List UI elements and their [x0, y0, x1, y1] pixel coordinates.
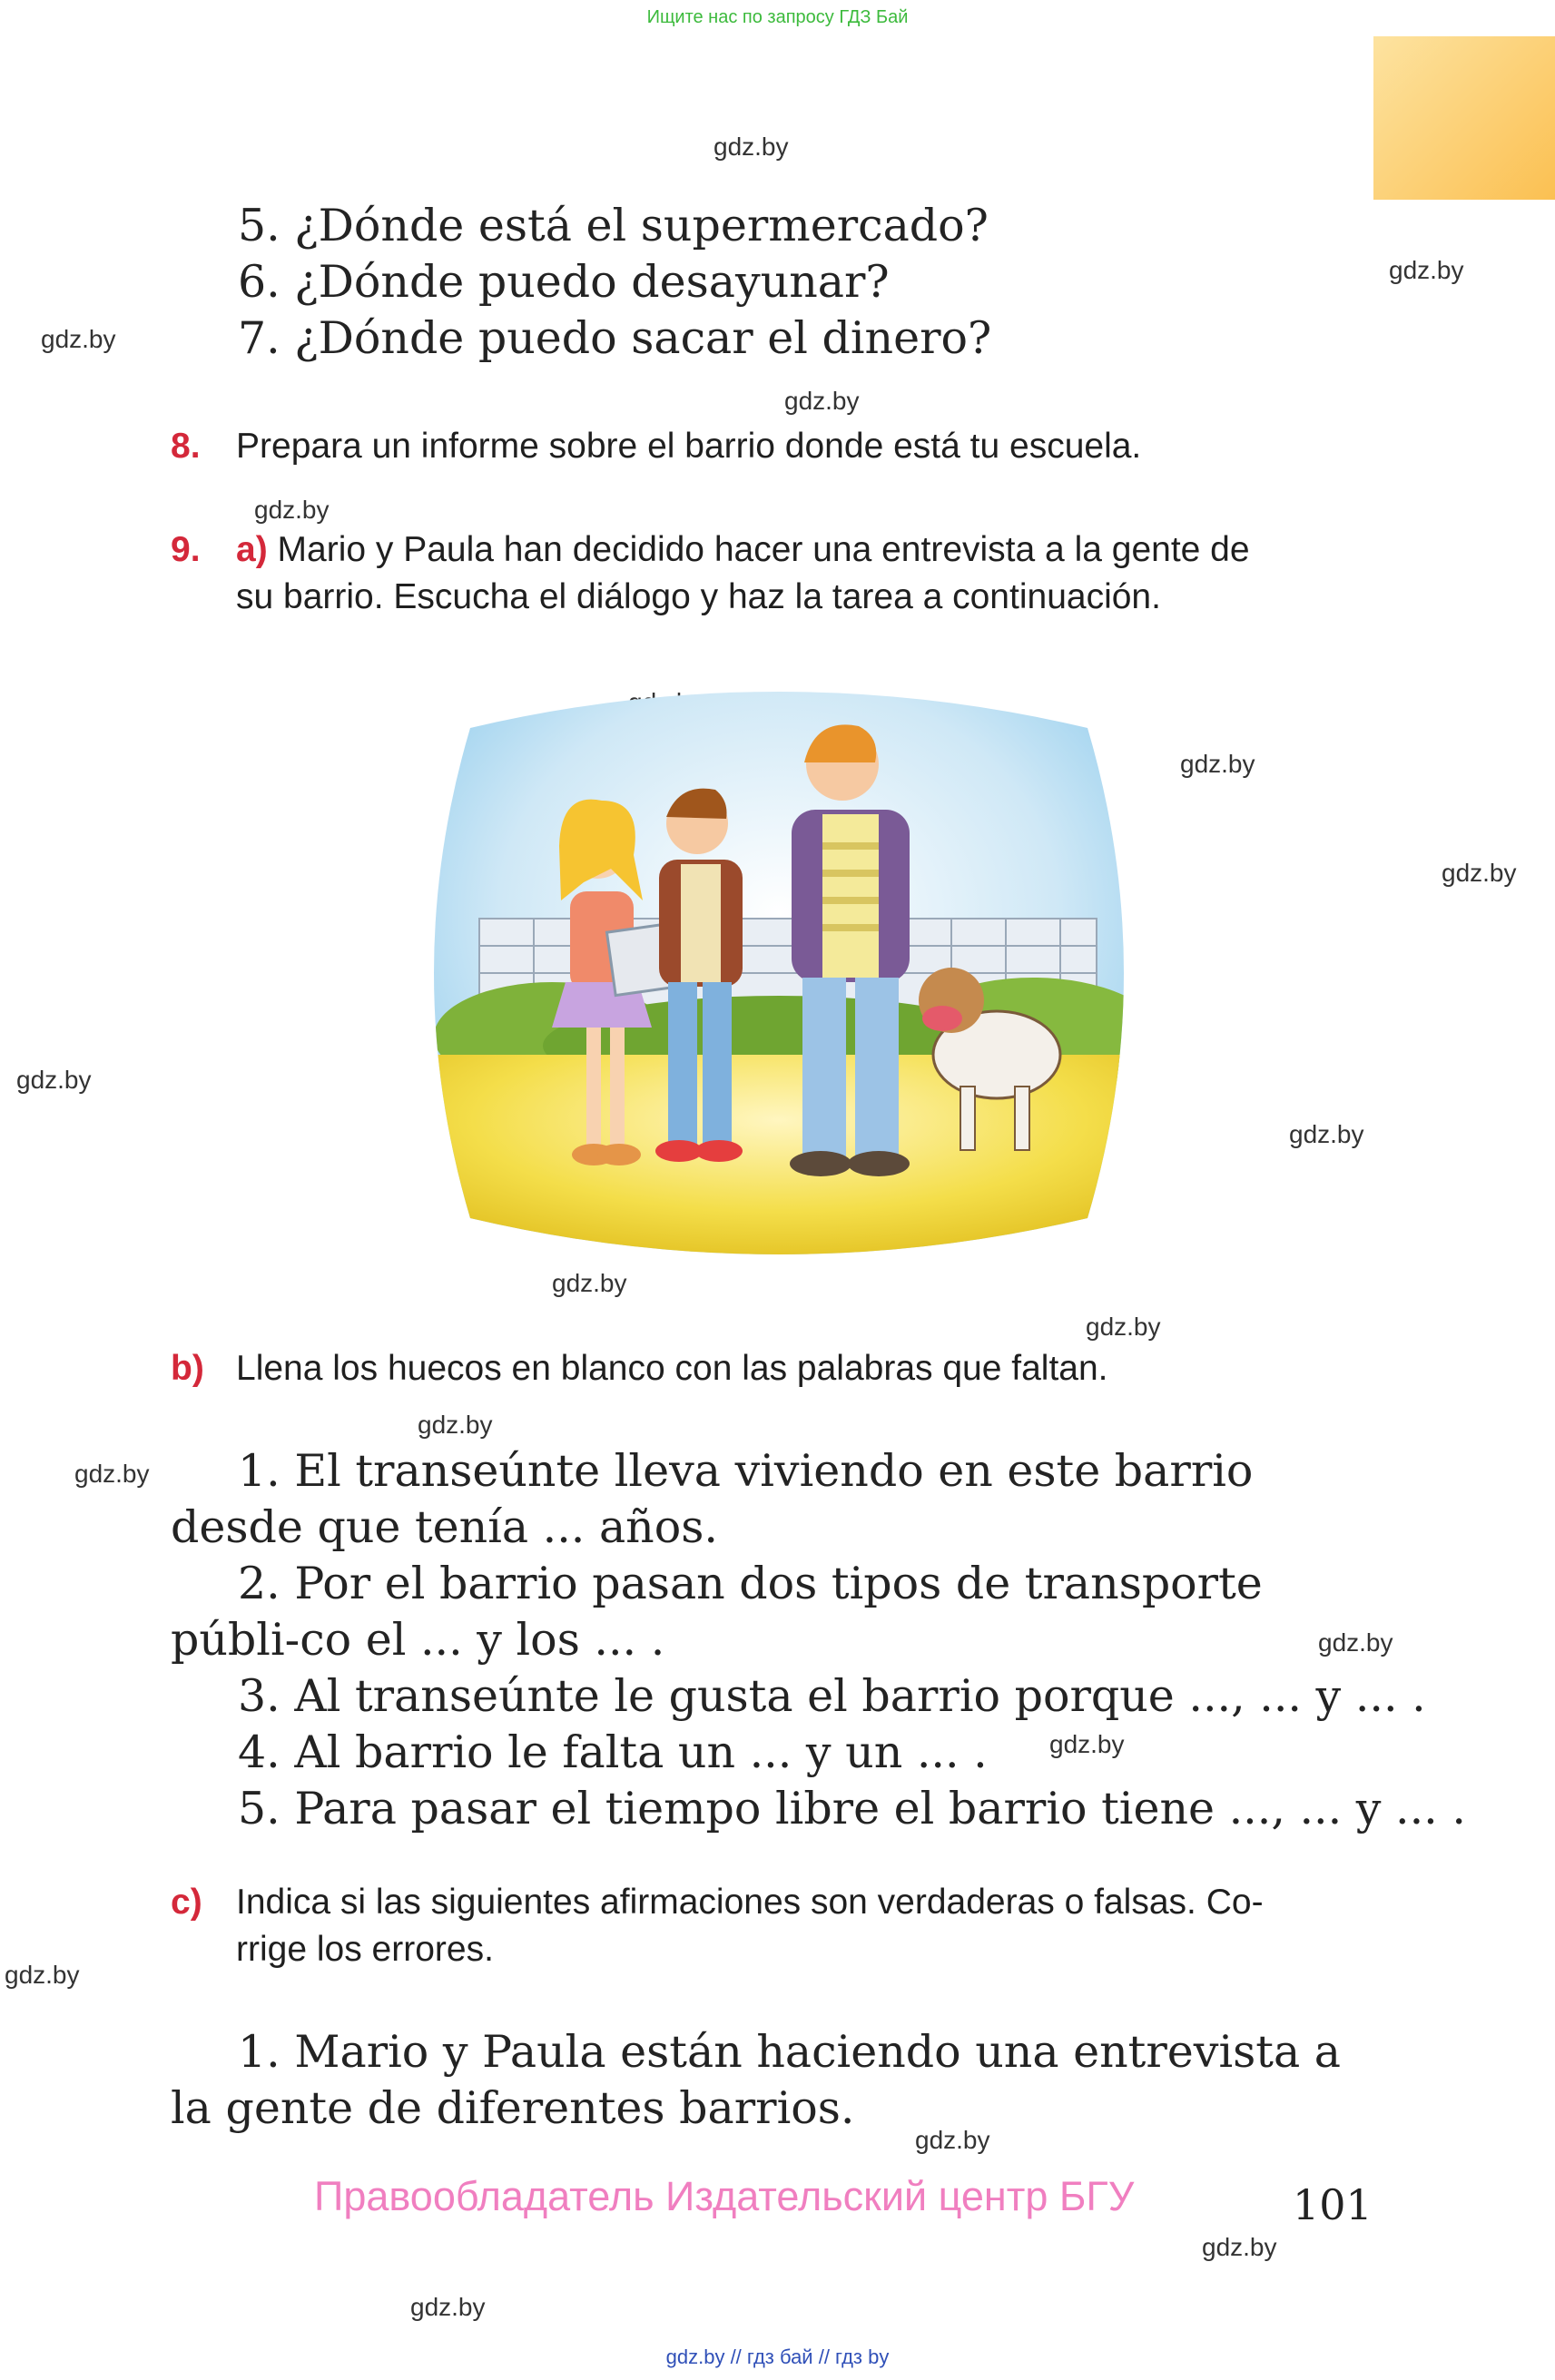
task-8-text: Prepara un informe sobre el barrio donde está tu escuela. — [236, 427, 1142, 466]
fill-item-2: 2. Por el barrio pasan dos tipos de transporte públi-co el ... y los ... . — [171, 1558, 1263, 1666]
watermark: gdz.by — [915, 2126, 990, 2154]
watermark: gdz.by — [5, 1961, 80, 1989]
watermark: gdz.by — [714, 133, 789, 161]
rights-holder: Правообладатель Издательский центр БГУ — [314, 2173, 1135, 2219]
watermark: gdz.by — [254, 496, 330, 524]
bottom-links[interactable]: gdz.by // гдз бай // гдз by — [665, 2346, 890, 2368]
task-number: 8. — [171, 427, 201, 466]
task-9c-line: rrige los errores. — [236, 1930, 494, 1969]
top-banner[interactable]: Ищите нас по запросу ГДЗ Бай — [646, 7, 909, 27]
watermark: gdz.by — [16, 1066, 92, 1094]
corner-tab-decoration — [1373, 36, 1555, 200]
question-5: 5. ¿Dónde está el supermercado? — [238, 200, 989, 251]
watermark: gdz.by — [1202, 2233, 1277, 2261]
watermark: gdz.by — [41, 325, 116, 353]
part-label: a) — [236, 530, 268, 569]
watermark: gdz.by — [1086, 1313, 1161, 1341]
watermark: gdz.by — [1389, 256, 1464, 284]
watermark: gdz.by — [784, 387, 860, 415]
fill-item-1: 1. El transeúnte lleva viviendo en este barrio desde que tenía ... años. — [171, 1445, 1254, 1553]
watermark: gdz.by — [418, 1411, 493, 1439]
watermark: gdz.by — [1318, 1628, 1393, 1657]
task-9b-text: Llena los huecos en blanco con las palabras que faltan. — [236, 1349, 1108, 1388]
statement-item-1: 1. Mario y Paula están haciendo una entrevista a la gente de diferentes barrios. — [171, 2026, 1341, 2134]
task-9a-line: Mario y Paula han decidido hacer una entrevista a la gente de — [277, 530, 1250, 569]
fill-item-5: 5. Para pasar el tiempo libre el barrio tiene ..., ... y ... . — [238, 1783, 1466, 1834]
part-label: b) — [171, 1349, 204, 1388]
part-label: c) — [171, 1883, 202, 1922]
task-9a-line: su barrio. Escucha el diálogo y haz la tarea a continuación. — [236, 577, 1161, 616]
task-9c-line: Indica si las siguientes afirmaciones son verdaderas o falsas. Co- — [236, 1883, 1264, 1922]
watermark: gdz.by — [1180, 750, 1255, 778]
fill-item-4: 4. Al barrio le falta un ... y un ... . — [238, 1726, 988, 1778]
watermark: gdz.by — [74, 1460, 150, 1488]
task-number: 9. — [171, 530, 201, 569]
page-number: 101 — [1293, 2180, 1373, 2229]
children-with-dog-illustration — [416, 674, 1142, 1273]
fill-item-3: 3. Al transeúnte le gusta el barrio porque ..., ... y ... . — [238, 1670, 1426, 1722]
question-7: 7. ¿Dónde puedo sacar el dinero? — [238, 312, 992, 364]
question-6: 6. ¿Dónde puedo desayunar? — [238, 256, 890, 308]
watermark: gdz.by — [552, 1269, 627, 1297]
watermark: gdz.by — [1442, 859, 1517, 887]
task-9a-text — [236, 526, 1380, 574]
watermark: gdz.by — [1049, 1730, 1125, 1758]
watermark: gdz.by — [410, 2293, 486, 2321]
watermark: gdz.by — [1289, 1120, 1364, 1148]
